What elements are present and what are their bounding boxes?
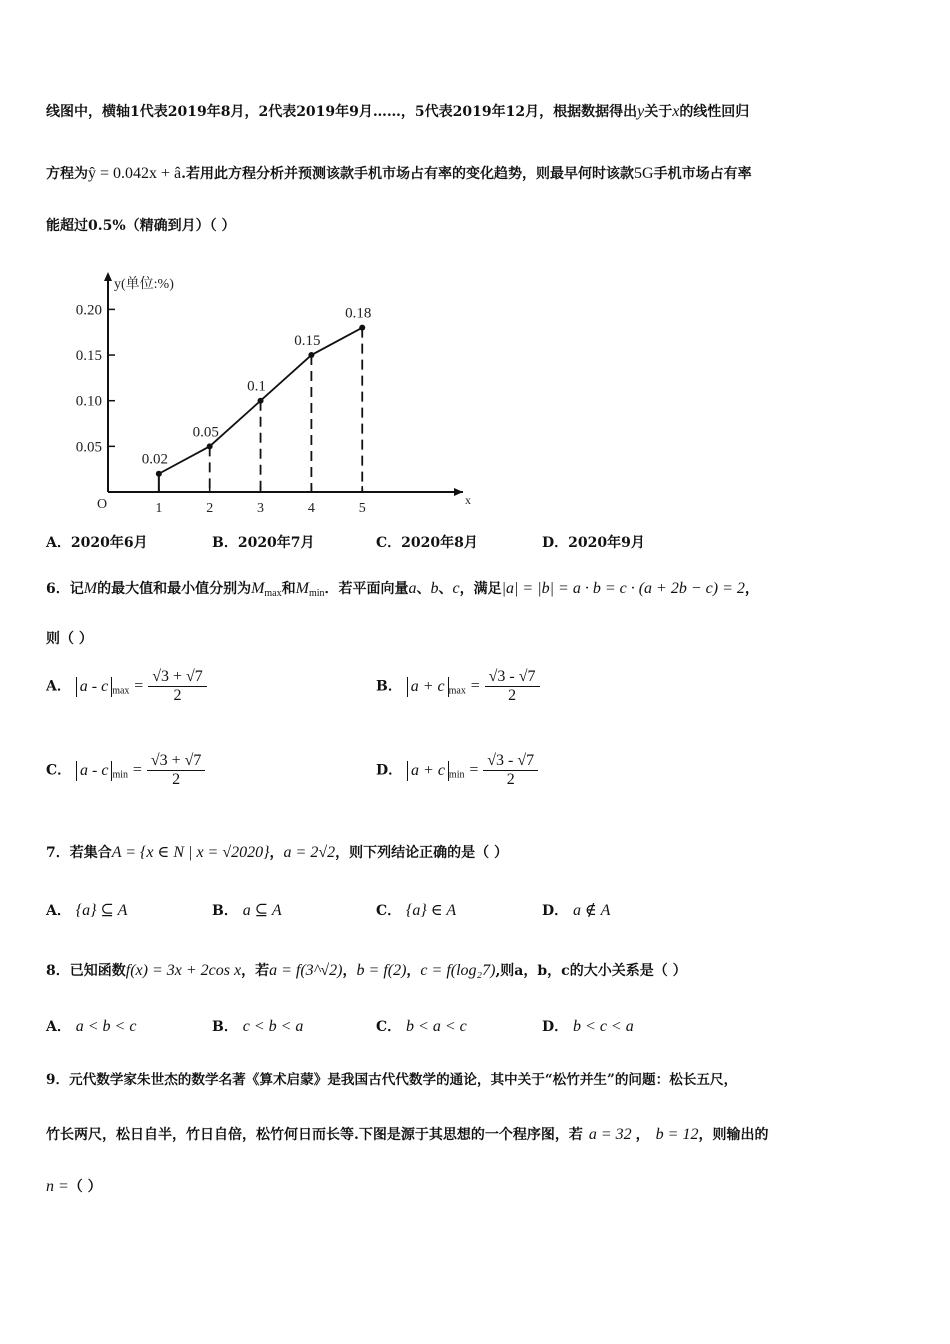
q6-option-c-num: √3 + √7	[147, 752, 206, 771]
q8-option-a-label: A．	[46, 1019, 71, 1035]
q6-var-a: a	[408, 580, 417, 597]
data-label-2: 0.1	[247, 378, 266, 395]
q7-option-a-label: A．	[46, 903, 71, 919]
q6-option-c[interactable]	[46, 752, 205, 789]
q7-option-c-label: C．	[376, 903, 402, 919]
q6-option-a[interactable]	[46, 668, 207, 705]
q6-var-m: M	[83, 580, 98, 597]
q9-sep: ，	[635, 1127, 650, 1143]
origin-label: O	[96, 497, 108, 512]
q6-option-b-abs	[407, 677, 449, 697]
q5-regression-equation: ŷ = 0.042x + â	[88, 165, 182, 182]
q8-option-c-expr: b < a < c	[406, 1018, 467, 1035]
data-point-3	[308, 352, 314, 358]
q6-option-c-expr: a - c	[80, 761, 109, 779]
q5-5g: 5G	[634, 165, 654, 182]
data-label-0: 0.02	[141, 451, 168, 468]
x-tick-label-3: 4	[307, 501, 315, 516]
q6-var-b: b	[430, 580, 439, 597]
q6-option-a-num: √3 + √7	[148, 668, 207, 687]
x-axis-arrow	[454, 488, 463, 496]
q8-text-a: 8．已知函数	[46, 963, 126, 979]
q6-option-d-abs	[407, 761, 449, 781]
q6-option-b-frac	[485, 668, 540, 705]
y-tick-label-1: 0.10	[75, 393, 102, 410]
data-label-3: 0.15	[294, 333, 321, 350]
x-tick-label-1: 2	[206, 501, 214, 516]
q8-sep-1: ，	[342, 963, 357, 979]
q6-option-b-sub: max	[448, 685, 466, 697]
q6-dun-1: 、	[416, 581, 431, 597]
q6-dun-2: 、	[438, 581, 453, 597]
x-axis-label: x	[465, 493, 471, 507]
q6-option-c-den: 2	[172, 771, 181, 788]
q7-sep: ，	[269, 845, 284, 861]
q5-text-fangcheng: 方程为	[46, 166, 88, 182]
q8-option-d[interactable]	[542, 1016, 634, 1036]
y-tick-label-3: 0.20	[75, 302, 102, 319]
q6-ze: 则（ ）	[46, 631, 93, 647]
q7-option-b[interactable]	[212, 900, 282, 920]
q6-option-c-eq: =	[132, 761, 142, 779]
q6-option-a-eq: =	[134, 677, 144, 695]
q6-option-a-den: 2	[173, 687, 182, 704]
x-tick-label-4: 5	[358, 501, 366, 516]
q6-option-b-label: B．	[376, 678, 402, 695]
q6-option-c-label: C．	[46, 762, 72, 779]
q8-text-ruo: ，若	[241, 963, 270, 979]
data-point-0	[156, 471, 162, 477]
q6-option-a-frac	[148, 668, 207, 705]
q6-option-d-eq: =	[469, 761, 479, 779]
q6-option-a-abs	[76, 677, 112, 697]
q6-option-d-frac	[483, 752, 538, 789]
q7-option-d-expr: a ∉ A	[573, 902, 611, 919]
q6-option-c-abs	[76, 761, 112, 781]
y-tick-label-2: 0.15	[75, 348, 102, 365]
market-share-line-chart	[60, 262, 471, 524]
q7-text-b: ，则下列结论正确的是（ ）	[335, 845, 508, 861]
q6-condition: |a| = |b| = a · b = c · (a + 2b − c) = 2	[501, 580, 745, 597]
q6-option-d-den: 2	[506, 771, 515, 788]
q7-option-c[interactable]	[376, 900, 456, 920]
data-point-4	[359, 325, 365, 331]
q8-option-b-label: B．	[212, 1019, 238, 1035]
x-tick-label-0: 1	[155, 501, 163, 516]
q6-option-a-sub: max	[112, 685, 130, 697]
q6-option-b-den: 2	[508, 687, 517, 704]
q6-option-d-label: D．	[376, 762, 403, 779]
q6-option-c-frac	[147, 752, 206, 789]
q5-var-x: x	[672, 103, 680, 120]
q6-option-b-num: √3 - √7	[485, 668, 540, 687]
q5-option-d[interactable]: D．2020年9月	[542, 535, 645, 551]
q6-option-c-sub: min	[112, 769, 129, 781]
q7-a-value: a = 2√2	[283, 844, 336, 861]
q9-line-1: 9．元代数学家朱世杰的数学名著《算术启蒙》是我国古代代数学的通论，其中关于“松竹并生”的问题：松长五尺，	[46, 1072, 738, 1088]
q6-var-mmax: M	[251, 580, 265, 597]
q6-option-a-expr: a - c	[79, 677, 109, 695]
q8-stem	[46, 960, 687, 980]
q6-option-b[interactable]	[376, 668, 540, 705]
q6-text-c: ．若平面向量	[324, 581, 409, 597]
q5-option-c[interactable]: C．2020年8月	[376, 535, 478, 551]
q8-b-expr: b = f(2)	[356, 962, 407, 979]
q8-option-a-expr: a < b < c	[75, 1018, 137, 1035]
q7-option-b-expr: a ⊆ A	[242, 902, 282, 919]
q6-var-c: c	[452, 580, 460, 597]
q8-option-a[interactable]	[46, 1016, 136, 1036]
q7-option-d[interactable]	[542, 900, 610, 920]
q7-option-a-expr: {a} ⊆ A	[75, 902, 128, 919]
q6-sub-min: min	[308, 588, 325, 599]
q6-text-manzu: ，满足	[459, 581, 502, 597]
q8-option-d-expr: b < c < a	[573, 1018, 634, 1035]
q6-comma: ，	[744, 581, 759, 597]
q5-text-1: 线图中，横轴1代表2019年8月，2代表2019年9月……，5代表2019年12月，根据数据得出	[46, 104, 638, 120]
q5-text-2: .若用此方程分析并预测该款手机市场占有率的变化趋势，则最早何时该款	[181, 166, 635, 182]
q9-b-value: b = 12	[655, 1126, 699, 1143]
q8-option-b[interactable]	[212, 1016, 303, 1036]
q7-option-b-label: B．	[212, 903, 238, 919]
q7-text-a: 7．若集合	[46, 845, 112, 861]
q7-set-a: A = {x ∈ N | x = √2020}	[111, 844, 270, 861]
q5-line-3: 能超过0.5%（精确到月）（ ）	[46, 218, 236, 234]
q6-option-d-sub: min	[448, 769, 465, 781]
q8-option-d-label: D．	[542, 1019, 569, 1035]
q6-option-d-num: √3 - √7	[483, 752, 538, 771]
q9-line-2	[46, 1124, 768, 1144]
q8-a-expr: a = f(3^√2)	[269, 962, 343, 979]
y-axis-label: y(单位:%)	[114, 277, 174, 292]
q8-text-b: ,则a，b，c的大小关系是（ ）	[495, 963, 687, 979]
q6-text-b: 的最大值和最小值分别为	[97, 581, 252, 597]
q8-option-c-label: C．	[376, 1019, 402, 1035]
q8-sep-2: ，	[406, 963, 421, 979]
q5-text-guanyu: 关于	[644, 104, 673, 120]
q5-var-y: y	[637, 103, 645, 120]
y-axis-arrow	[104, 272, 112, 281]
q6-option-d[interactable]	[376, 752, 538, 789]
data-label-4: 0.18	[345, 305, 372, 322]
q9-a-value: a = 32	[588, 1126, 632, 1143]
data-point-2	[258, 398, 264, 404]
q5-option-a[interactable]: A．2020年6月	[46, 535, 148, 551]
q8-c-expr: c = f(log₂7)	[420, 962, 496, 979]
data-label-1: 0.05	[192, 424, 219, 441]
q5-line-2	[46, 163, 752, 183]
q6-option-a-label: A．	[46, 678, 71, 695]
q7-option-c-expr: {a} ∈ A	[406, 902, 457, 919]
q6-option-b-eq: =	[470, 677, 480, 695]
q9-text-2: 竹长两尺，松日自半，竹日自倍，松竹何日而长等.下图是源于其思想的一个程序图，若	[46, 1127, 583, 1143]
q7-option-d-label: D．	[542, 903, 569, 919]
q9-paren: （ ）	[68, 1179, 102, 1195]
q5-text-1-end: 的线性回归	[679, 104, 750, 120]
q8-option-c[interactable]	[376, 1016, 467, 1036]
q6-stem	[46, 578, 759, 599]
q6-option-b-expr: a + c	[410, 677, 445, 695]
q5-text-2-end: 手机市场占有率	[653, 166, 752, 182]
x-tick-label-2: 3	[257, 501, 265, 516]
q6-text-a: 6．记	[46, 581, 84, 597]
q9-line-3	[46, 1176, 102, 1196]
q6-option-d-expr: a + c	[411, 761, 445, 779]
q8-function: f(x) = 3x + 2cos x	[125, 962, 242, 979]
y-tick-label-0: 0.05	[75, 439, 102, 456]
q7-option-a[interactable]	[46, 900, 127, 920]
q6-sub-max: max	[264, 588, 282, 599]
data-point-1	[207, 443, 213, 449]
q8-option-b-expr: c < b < a	[242, 1018, 304, 1035]
q6-text-he: 和	[281, 581, 296, 597]
q5-option-b[interactable]: B．2020年7月	[212, 535, 315, 551]
q5-line-1	[46, 101, 749, 121]
q9-n-expr: n =	[46, 1178, 69, 1195]
q6-var-mmin: M	[295, 580, 309, 597]
q9-text-2-end: ，则输出的	[698, 1127, 769, 1143]
q7-stem	[46, 842, 508, 862]
